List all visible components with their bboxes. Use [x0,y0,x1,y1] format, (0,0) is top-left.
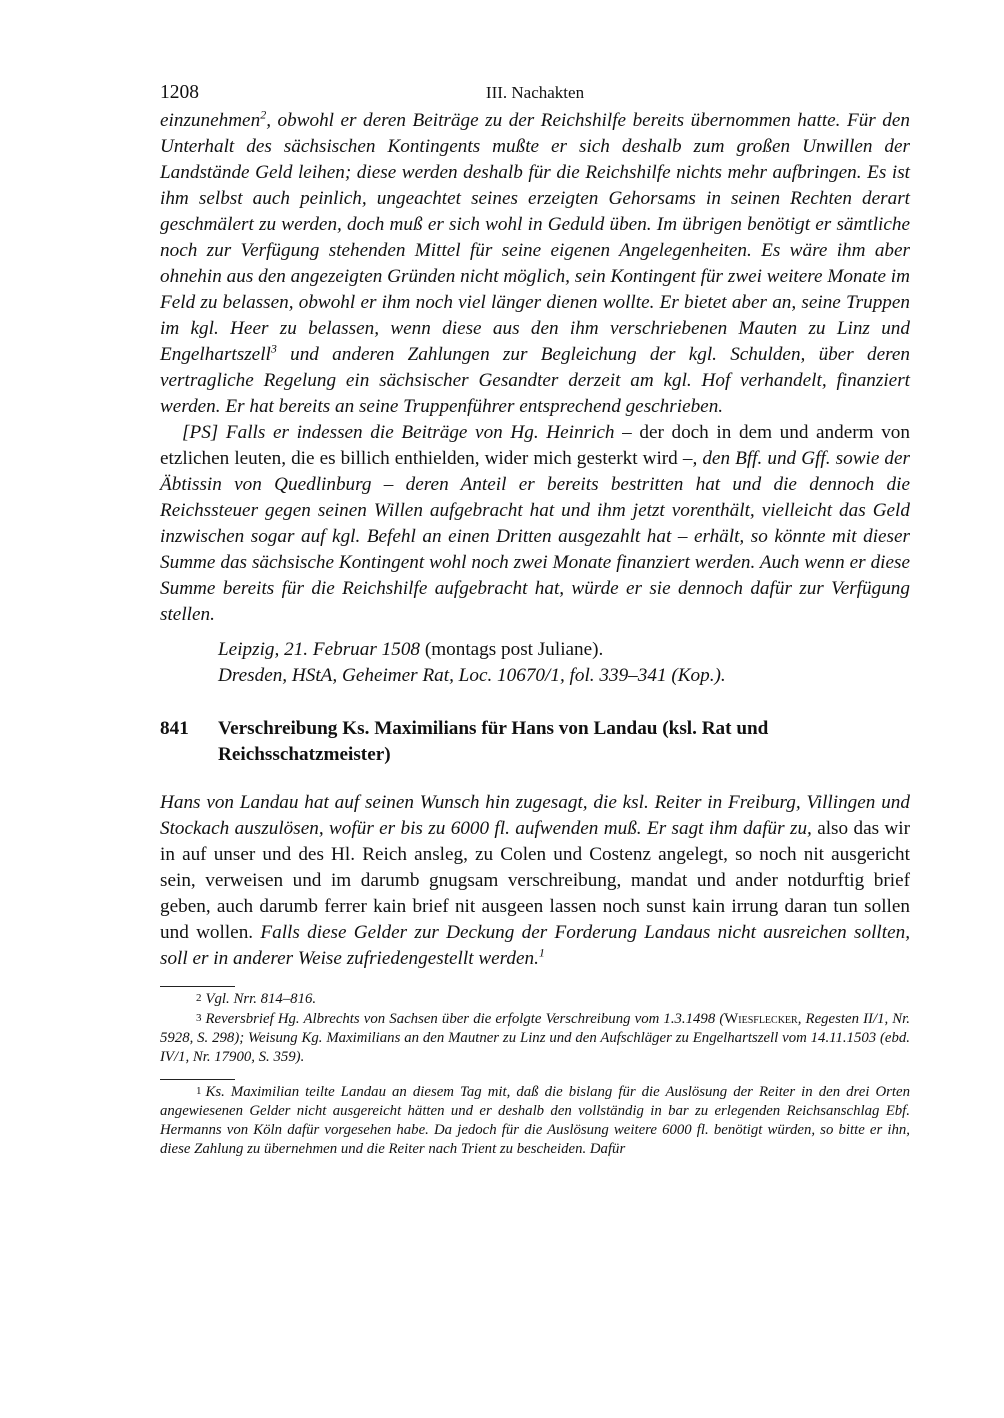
date-and-source [160,637,910,689]
footnote-separator [160,1079,235,1080]
footnote-separator [160,986,235,987]
footnote-ref[interactable]: 3 [270,341,277,356]
text-run-italic: –, den Bff. und Gff. sowie der Äbtissin von Quedlinburg – deren Anteil er bereits bestritten hat und die dennoch die Reichssteuer gegen seinen Willen aufgebracht hat und ihm jetzt vorenthält, vielleicht das Geld inzwischen sogar auf kgl. Befehl an einen Dritten ausgezahlt hat – erhält, so könnte mit dieser Summe das sächsische Kontingent wohl noch zwei Monate finanziert werden. Auch wenn er diese Summe bereits für die Reichshilfe aufgebracht hat, würde er sie dennoch dafür zur Verfügung stellen. [160,448,910,625]
author-name: Wiesflecker [724,1011,798,1027]
paragraph-postscript [160,420,910,628]
footnote [160,1009,910,1067]
entry-number: 841 [160,718,189,739]
date-text: Leipzig, 21. Februar 1508 [218,639,421,660]
date-quote: (montags post Juliane). [420,639,604,660]
quote-text: – der doch in dem und anderm von etzlichen leuten, die es billich enthielden, wider mich gesterkt wird [160,422,910,469]
entry-title: Verschreibung Ks. Maximilians für Hans von Landau (ksl. Rat und Reichsschatzmeister) [218,718,769,765]
footnote-text: Reversbrief Hg. Albrechts von Sachsen über die erfolgte Verschreibung vom 1.3.1498 ( [205,1011,725,1027]
document-page [160,80,910,1159]
text-run-italic: [PS] Falls er indessen die Beiträge von Hg. Heinrich [182,422,615,443]
footnote-ref[interactable]: 1 [538,945,545,960]
source-line: Dresden, HStA, Geheimer Rat, Loc. 10670/1, fol. 339–341 (Kop.). [218,665,726,686]
date-line [218,637,910,663]
text-run-italic: Falls diese Gelder zur Deckung der Forderung Landaus nicht ausreichen sollten, soll er in anderer Weise zufriedengestellt werden. [160,922,910,969]
footnotes-entry-841 [160,1079,910,1159]
text-run: , obwohl er deren Beiträge zu der Reichshilfe bereits übernommen hatte. Für den Unterhalt des sächsischen Kontingents mußte er sich deshalb zum großen Unwillen der Landstände Geld leihen; diese werden deshalb für die Reichshilfe nichts mehr aufbringen. Es ist ihm selbst auch peinlich, ungeachtet seines erzeigten Gehorsams in seinen Rechten derart geschmälert zu werden, doch muß er sich wohl in Geduld üben. Im übrigen benötigt er sämtliche noch zur Verfügung stehenden Mittel für seine eigenen Angelegenheiten. Es wäre ihm aber ohnehin aus den angezeigten Gründen nicht möglich, sein Kontingent für zwei weitere Monate im Feld zu belassen, obwohl er ihm noch viel länger dienen wollte. Er bietet aber an, seine Truppen im kgl. Heer zu belassen, wenn diese aus den ihm verschriebenen Mauten zu Linz und Engelhartszell [160,110,910,365]
footnote-mark: 2 [196,992,202,1004]
text-run: und anderen Zahlungen zur Begleichung der kgl. Schulden, über deren vertragliche Regelung ein sächsischer Gesandter derzeit am kgl. Hof verhandelt, finanziert werden. Er hat bereits an seine Truppenführer entsprechend geschrieben. [160,344,910,417]
entry-heading [160,716,910,768]
text-run-italic: Hans von Landau hat auf seinen Wunsch hin zugesagt, die ksl. Reiter in Freiburg, Villingen und Stockach auszulösen, wofür er bis zu 6000 fl. aufwenden muß. Er sagt ihm dafür zu, [160,792,910,839]
running-title: III. Nachakten [485,83,585,102]
footnote-ref[interactable]: 2 [260,107,267,122]
page-header [160,80,910,108]
paragraph-regest-continuation [160,108,910,420]
footnote-text: , Regesten II/1, Nr. 5928, S. 298); Weisung Kg. Maximilians an den Mautner zu Linz und den Aufschläger zu Engelhartszell vom 14.11.1503 (ebd. IV/1, Nr. 17900, S. 359). [160,1011,910,1065]
footnotes-prev-entry [160,989,910,1067]
paragraph-regest [160,790,910,972]
footnote [160,1082,910,1159]
footnote-text: Ks. Maximilian teilte Landau an diesem Tag mit, daß die bislang für die Auslösung der Reiter in den drei Orten angewiesenen Gelder nicht ausgereicht hätten und er deshalb den vollständig in bar zu erlegenden Reichsanschlag Ebf. Hermanns von Köln dafür vorgesehen habe. Da jedoch für die Auslösung weitere 6000 fl. benötigt würden, so bitte er ihn, diese Zahlung zu übernehmen und die Reiter nach Trient zu bescheiden. Dafür [160,1084,910,1157]
footnote-mark: 3 [196,1012,202,1024]
footnote-mark: 1 [196,1085,202,1097]
footnote [160,989,910,1009]
footnote-text: Vgl. Nrr. 814–816. [205,991,317,1007]
text-run: einzunehmen [160,110,261,131]
quote-text: also das wir in auf unser und des Hl. Reich ansleg, zu Colen und Costenz angelegt, so noch nit ausgericht sein, verweisen und im darumb gnugsam verschreibung, mandat und ander notdurftig brief geben, auch darumb ferrer kain brief nit ausgeen lassen noch sunst kain irrung daran tun sollen und wollen. [160,818,911,943]
page-number: 1208 [160,82,199,103]
